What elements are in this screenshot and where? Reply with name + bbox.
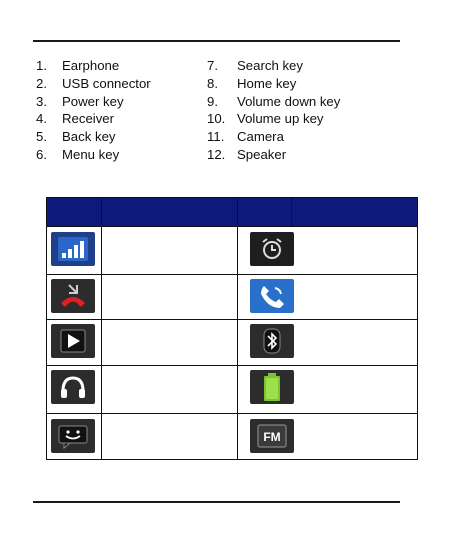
- item-number: 6.: [36, 146, 47, 162]
- item-number: 8.: [207, 75, 218, 91]
- item-number: 1.: [36, 58, 47, 73]
- list-item: [36, 128, 151, 146]
- row-divider: [47, 413, 417, 414]
- bottom-rule: [33, 501, 400, 503]
- new-message-icon: [51, 419, 95, 453]
- item-number: 12.: [207, 146, 226, 162]
- status-icon-table: [46, 197, 418, 460]
- item-label: USB connector: [62, 75, 151, 91]
- row-divider: [47, 274, 417, 275]
- column-divider: [237, 198, 238, 459]
- column-divider: [101, 198, 102, 459]
- signal-strength-icon: [51, 232, 95, 266]
- top-rule: [33, 40, 400, 42]
- list-item: [207, 57, 340, 75]
- row-divider: [47, 365, 417, 366]
- item-number: 5.: [36, 129, 47, 145]
- column-divider: [291, 198, 292, 226]
- parts-column-left: [36, 57, 151, 164]
- item-label: Volume down key: [237, 93, 341, 109]
- item-number: 9.: [207, 93, 218, 109]
- list-item: [207, 146, 340, 164]
- item-number: 11.: [207, 129, 225, 145]
- item-number: 4.: [36, 111, 47, 127]
- bluetooth-icon: [250, 324, 294, 358]
- table-header: [47, 198, 417, 226]
- list-item: [36, 75, 151, 93]
- row-divider: [47, 319, 417, 320]
- item-label: Camera: [237, 129, 284, 145]
- list-item: [36, 110, 151, 128]
- list-item: [36, 93, 151, 111]
- item-label: Home key: [237, 75, 297, 91]
- fm-label: FM: [263, 430, 281, 444]
- headset-icon: [51, 370, 95, 404]
- item-label: Power key: [62, 93, 124, 109]
- battery-full-icon: [250, 370, 294, 404]
- item-label: Speaker: [237, 146, 287, 162]
- alarm-clock-icon: [250, 232, 294, 266]
- parts-column-right: [207, 57, 340, 164]
- item-number: 10.: [207, 111, 226, 127]
- item-label: Receiver: [62, 111, 115, 127]
- item-number: 2.: [36, 75, 47, 91]
- list-item: [36, 146, 151, 164]
- item-number: 3.: [36, 93, 47, 109]
- item-label: Volume up key: [237, 111, 324, 127]
- item-number: 7.: [207, 58, 218, 73]
- item-label: Search key: [237, 58, 303, 73]
- item-label: Back key: [62, 129, 116, 145]
- list-item: [207, 128, 340, 146]
- list-item: [36, 57, 151, 75]
- fm-radio-icon: [250, 419, 294, 453]
- play-icon: [51, 324, 95, 358]
- missed-call-icon: [51, 279, 95, 313]
- list-item: [207, 110, 340, 128]
- call-in-progress-icon: [250, 279, 294, 313]
- list-item: [207, 75, 340, 93]
- row-divider: [47, 226, 417, 227]
- item-label: Earphone: [62, 58, 120, 73]
- list-item: [207, 93, 340, 111]
- item-label: Menu key: [62, 146, 120, 162]
